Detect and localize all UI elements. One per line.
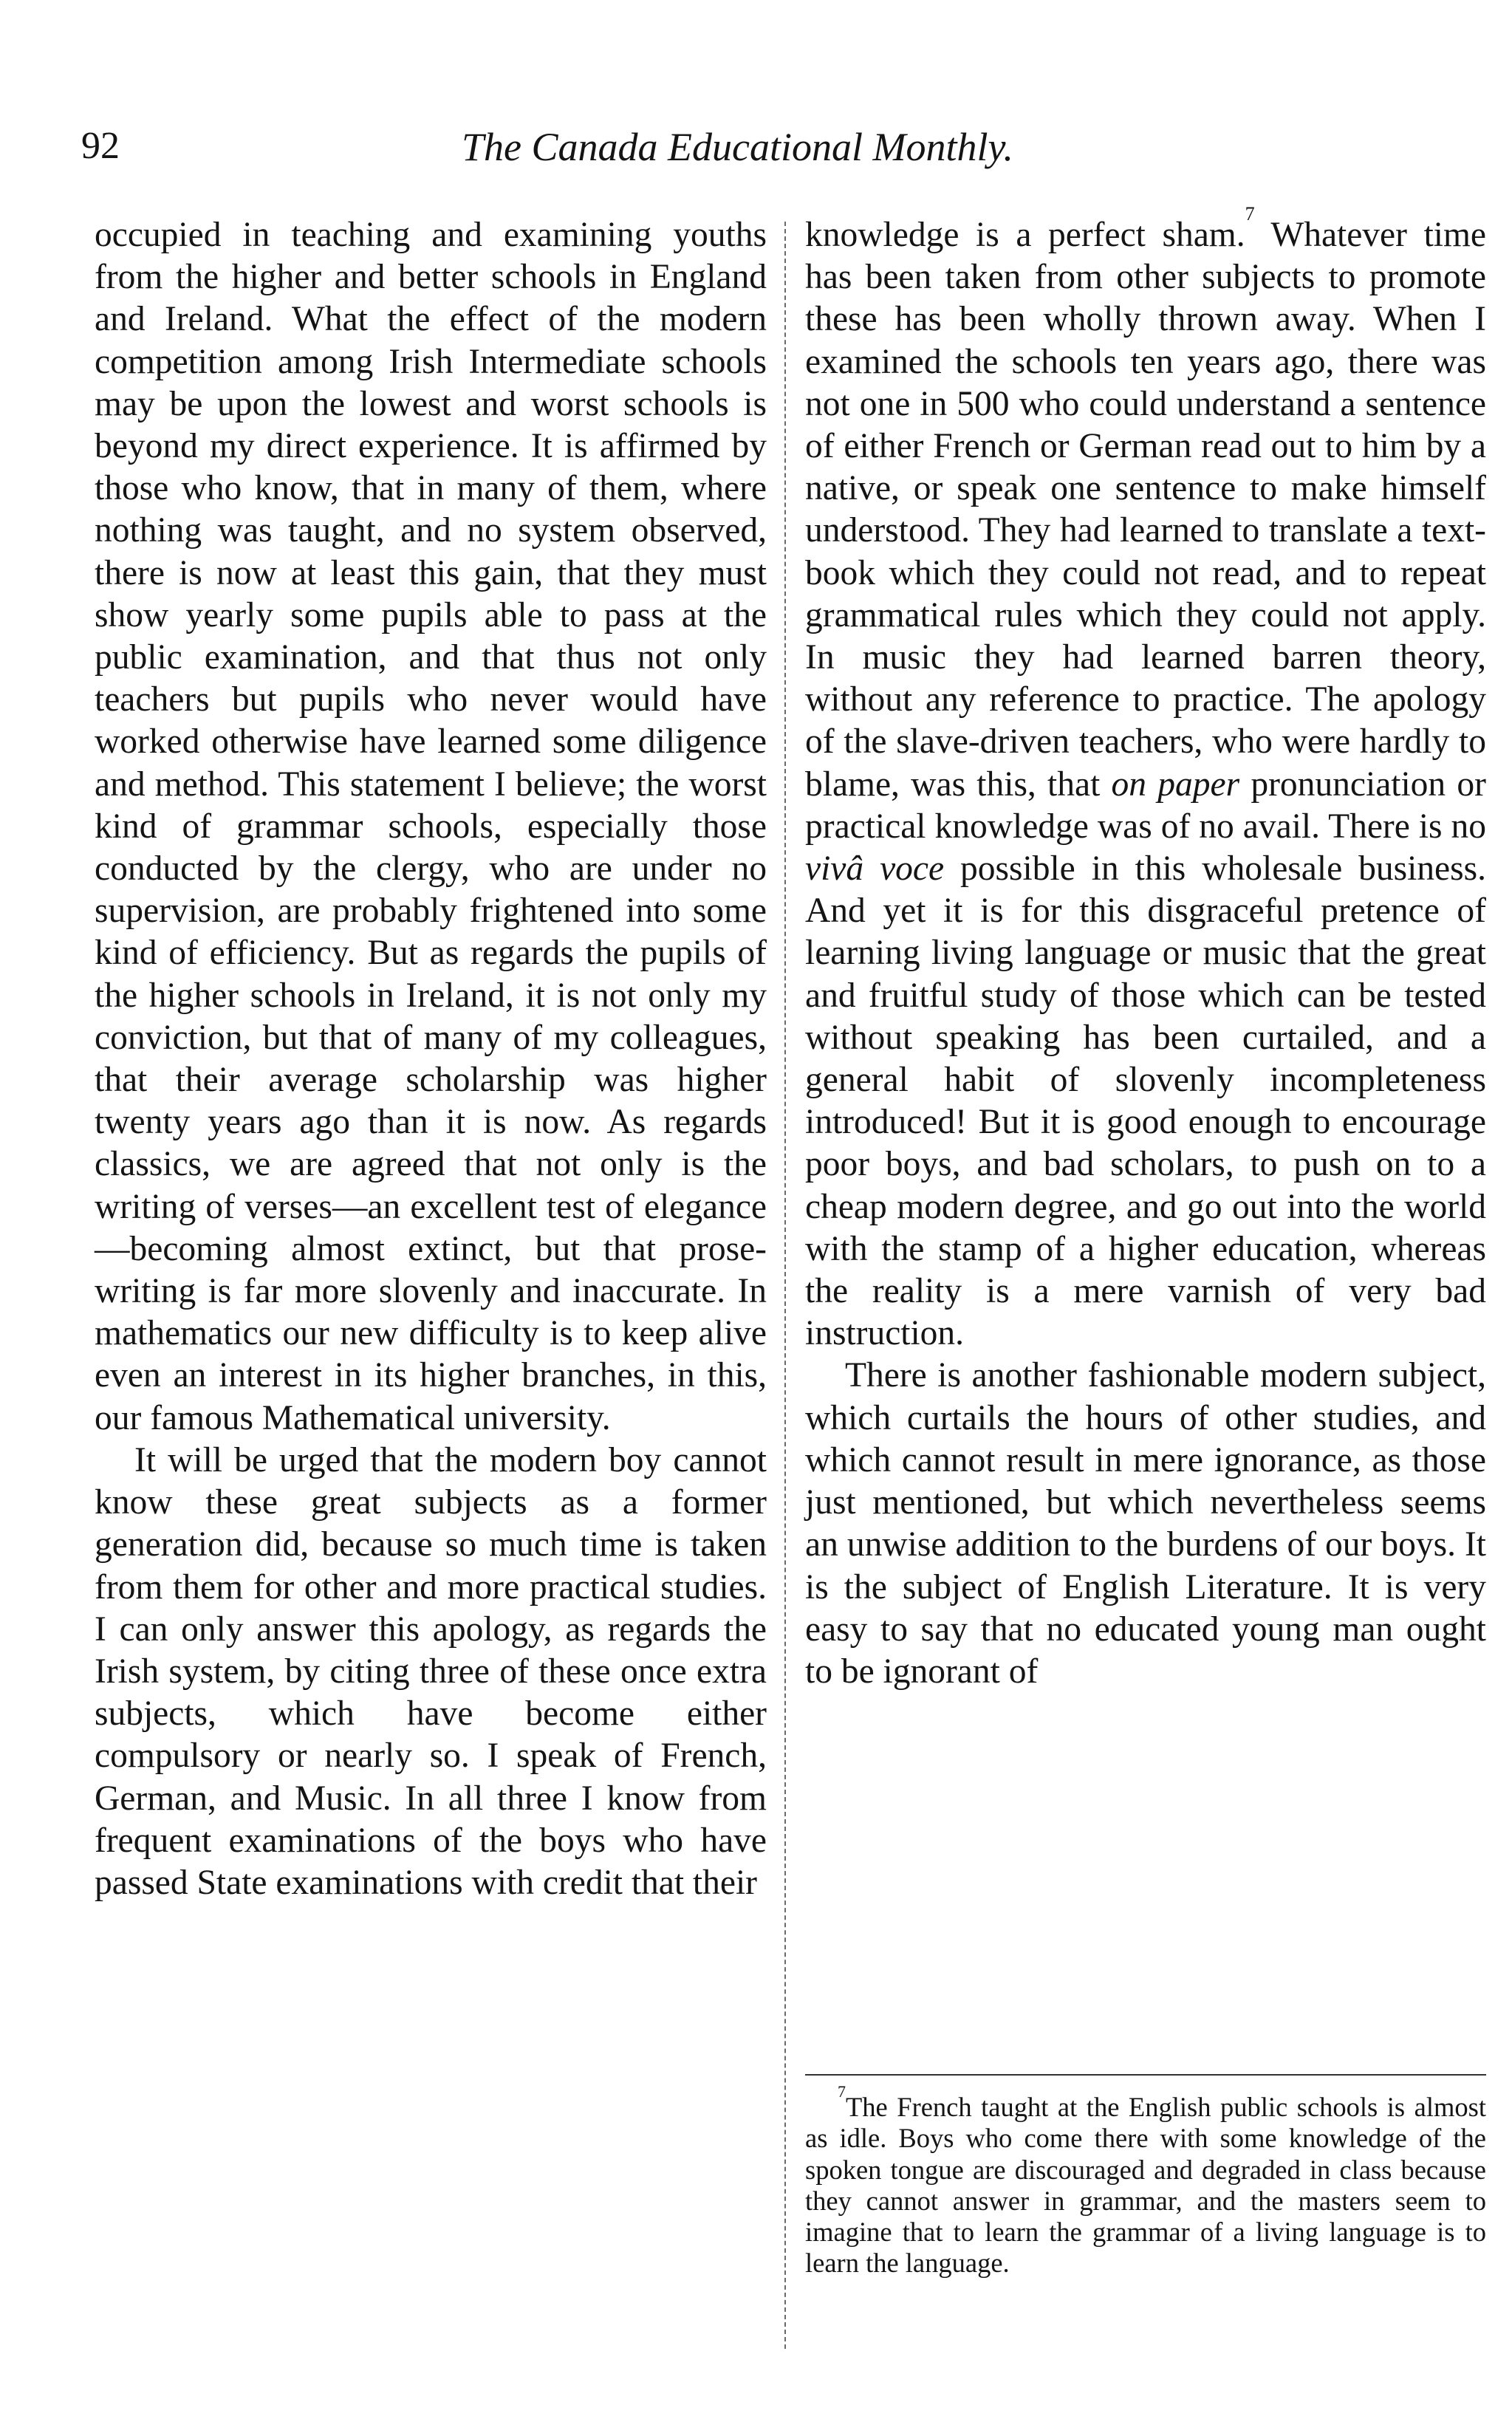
footnote-marker: 7 bbox=[838, 2082, 846, 2101]
left-paragraph-1: occupied in teaching and examining youths from the higher and better schools in England and Ireland. What the effect of the modern competition among Irish Intermediate schools may be upon the lowest and worst schools is beyond my direct experience. It is affirmed by those who know, that in many of them, where nothing was taught, and no system observed, there is now at least this gain, that they must show yearly some pupils able to pass at the public examination, and that thus not only teachers but pupils who never would have worked otherwise have learned some diligence and method. This statement I believe; the worst kind of grammar schools, especially those conducted by the clergy, who are under no supervision, are probably frightened into some kind of efficiency. But as regards the pupils of the higher schools in Ireland, it is not only my conviction, but that of many of my colleagues, that their average scholarship was higher twenty years ago than it is now. As regards classics, we are agreed that not only is the writing of verses—an excellent test of elegance—becoming almost extinct, but that prose-writing is far more slovenly and inaccurate. In mathematics our new difficulty is to keep alive even an interest in its higher branches, in this, our famous Mathematical university. bbox=[95, 216, 767, 1437]
footnote-text: The French taught at the English public schools is almost as idle. Boys who come there with some knowledge of the spoken tongue are discouraged and degraded in class because they cannot answer in grammar, and the masters seem to imagine that to learn the grammar of a living language is to learn the language. bbox=[805, 2092, 1486, 2279]
right-paragraph-1-part-a: knowledge is a perfect sham. bbox=[805, 216, 1245, 254]
footnote-reference: 7 bbox=[1245, 203, 1255, 225]
italic-viva-voce: vivâ voce bbox=[805, 849, 945, 889]
italic-on-paper: on paper bbox=[1111, 764, 1240, 804]
page-number: 92 bbox=[81, 125, 120, 167]
footnote-text-block bbox=[805, 2082, 1486, 2279]
right-paragraph-2: There is another fashionable modern subject, which curtails the hours of other studies, and which cannot result in mere ignorance, as those just mentioned, but which nevertheless seems an unwise addition to the burdens of our boys. It is the subject of English Literature. It is very easy to say that no educated young man ought to be ignorant of bbox=[805, 1356, 1486, 1691]
right-column bbox=[805, 203, 1486, 1693]
running-title: The Canada Educational Monthly. bbox=[462, 125, 1013, 169]
column-divider bbox=[784, 222, 786, 2349]
right-paragraph-1 bbox=[805, 203, 1486, 1355]
footnote-rule bbox=[805, 2074, 1486, 2076]
right-paragraph-1-part-c: pronunciation or practical knowledge was of no avail. There is no bbox=[805, 764, 1486, 846]
footnote bbox=[805, 2082, 1486, 2279]
left-paragraph-2: It will be urged that the modern boy cannot know these great subjects as a former generation did, because so much time is taken from them for other and more practical studies. I can only answer this apology, as regards the Irish system, by citing three of these once extra subjects, which have become either compulsory or nearly so. I speak of French, German, and Music. In all three I know from frequent examinations of the boys who have passed State examinations with credit that their bbox=[95, 1440, 767, 1902]
running-header bbox=[0, 124, 1512, 191]
left-column bbox=[95, 214, 767, 1904]
right-paragraph-1-part-d: possible in this wholesale business. And yet it is for this disgraceful pretence of learning living language or music that the great and fruitful study of those which can be tested without speaking has been curtailed, and a general habit of slovenly incompleteness introduced! But it is good enough to encourage poor boys, and bad scholars, to push on to a cheap modern degree, and go out into the world with the stamp of a higher education, whereas the reality is a mere varnish of very bad instruction. bbox=[805, 849, 1486, 1353]
right-paragraph-1-part-b: Whatever time has been taken from other subjects to promote these has been wholly thrown away. When I examined the schools ten years ago, there was not one in 500 who could understand a sentence of either French or German read out to him by a native, or speak one sentence to make himself understood. They had learned to translate a text-book which they could not read, and to repeat grammatical rules which they could not apply. In music they had learned barren theory, without any reference to practice. The apology of the slave-driven teachers, who were hardly to blame, was this, that bbox=[805, 216, 1486, 804]
